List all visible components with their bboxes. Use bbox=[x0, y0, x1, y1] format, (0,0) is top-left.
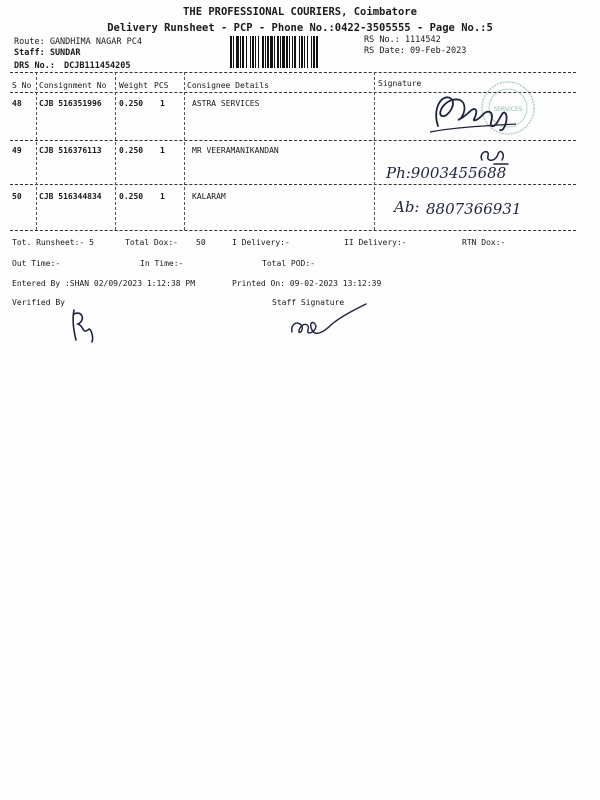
staff-signature bbox=[286, 302, 372, 342]
col-header-consignee: Consignee Details bbox=[187, 81, 269, 90]
stamp-text: SERVICES bbox=[493, 106, 523, 113]
barcode bbox=[230, 36, 360, 68]
handwritten-label-row-50: Ab: bbox=[394, 198, 420, 216]
table-cell-consignee: ASTRA SERVICES bbox=[192, 99, 260, 108]
table-cell-sno: 49 bbox=[12, 146, 22, 155]
table-cell-weight: 0.250 bbox=[119, 192, 144, 201]
table-cell-pcs: 1 bbox=[160, 146, 165, 155]
drs-label: DRS No.: bbox=[14, 61, 55, 71]
company-title: THE PROFESSIONAL COURIERS, Coimbatore bbox=[183, 6, 417, 18]
i-delivery: I Delivery:- bbox=[232, 238, 290, 247]
column-divider bbox=[184, 72, 185, 230]
verified-by-signature bbox=[64, 306, 104, 346]
column-divider bbox=[115, 72, 116, 230]
barcode-bar bbox=[316, 36, 318, 68]
table-cell-weight: 0.250 bbox=[119, 99, 144, 108]
table-cell-consignee: MR VEERAMANIKANDAN bbox=[192, 146, 279, 155]
col-header-consignment: Consignment No bbox=[39, 81, 107, 90]
table-bottom-border bbox=[10, 230, 576, 231]
rs-number: RS No.: 1114542 bbox=[364, 35, 441, 45]
route-label: Route: GANDHIMA NAGAR PC4 bbox=[14, 37, 142, 47]
in-time: In Time:- bbox=[140, 259, 184, 268]
ii-delivery: II Delivery:- bbox=[344, 238, 407, 247]
column-divider bbox=[36, 72, 37, 230]
total-dox-label: Total Dox:- bbox=[125, 238, 178, 247]
printed-on: Printed On: 09-02-2023 13:12:39 bbox=[232, 279, 382, 288]
rtn-dox: RTN Dox:- bbox=[462, 238, 506, 247]
table-cell-sno: 50 bbox=[12, 192, 22, 201]
table-cell-weight: 0.250 bbox=[119, 146, 144, 155]
table-cell-consignment: CJB 516344834 bbox=[39, 192, 102, 201]
total-dox-value: 50 bbox=[196, 238, 206, 247]
table-cell-consignment: CJB 516351996 bbox=[39, 99, 102, 108]
total-pod: Total POD:- bbox=[262, 259, 315, 268]
col-header-weight: Weight bbox=[119, 81, 148, 90]
table-cell-consignee: KALARAM bbox=[192, 192, 226, 201]
table-cell-pcs: 1 bbox=[160, 99, 165, 108]
table-top-border bbox=[10, 72, 576, 73]
col-header-sno: S No bbox=[12, 81, 32, 90]
rs-date: RS Date: 09-Feb-2023 bbox=[364, 46, 467, 56]
col-header-signature: Signature bbox=[378, 79, 422, 88]
table-cell-consignment: CJB 516376113 bbox=[39, 146, 102, 155]
staff-signature-label: Staff Signature bbox=[272, 298, 345, 307]
table-cell-pcs: 1 bbox=[160, 192, 165, 201]
handwritten-phone-row-49: Ph:9003455688 bbox=[386, 164, 507, 182]
row-divider bbox=[10, 140, 576, 141]
column-divider bbox=[374, 72, 375, 230]
col-header-pcs: PCS bbox=[154, 81, 169, 90]
out-time: Out Time:- bbox=[12, 259, 61, 268]
verified-by-label: Verified By bbox=[12, 298, 65, 307]
drs-value: DCJB111454205 bbox=[64, 61, 131, 71]
entered-by: Entered By :SHAN 02/09/2023 1:12:38 PM bbox=[12, 279, 196, 288]
table-cell-sno: 48 bbox=[12, 99, 22, 108]
runsheet-title: Delivery Runsheet - PCP - Phone No.:0422-3505555 - Page No.:5 bbox=[107, 22, 493, 34]
signature-row-48 bbox=[420, 88, 530, 136]
handwritten-phone-row-50: 8807366931 bbox=[426, 200, 522, 218]
row-divider bbox=[10, 184, 576, 185]
total-runsheet: Tot. Runsheet:- 5 bbox=[12, 238, 94, 247]
staff-label: Staff: SUNDAR bbox=[14, 48, 81, 58]
